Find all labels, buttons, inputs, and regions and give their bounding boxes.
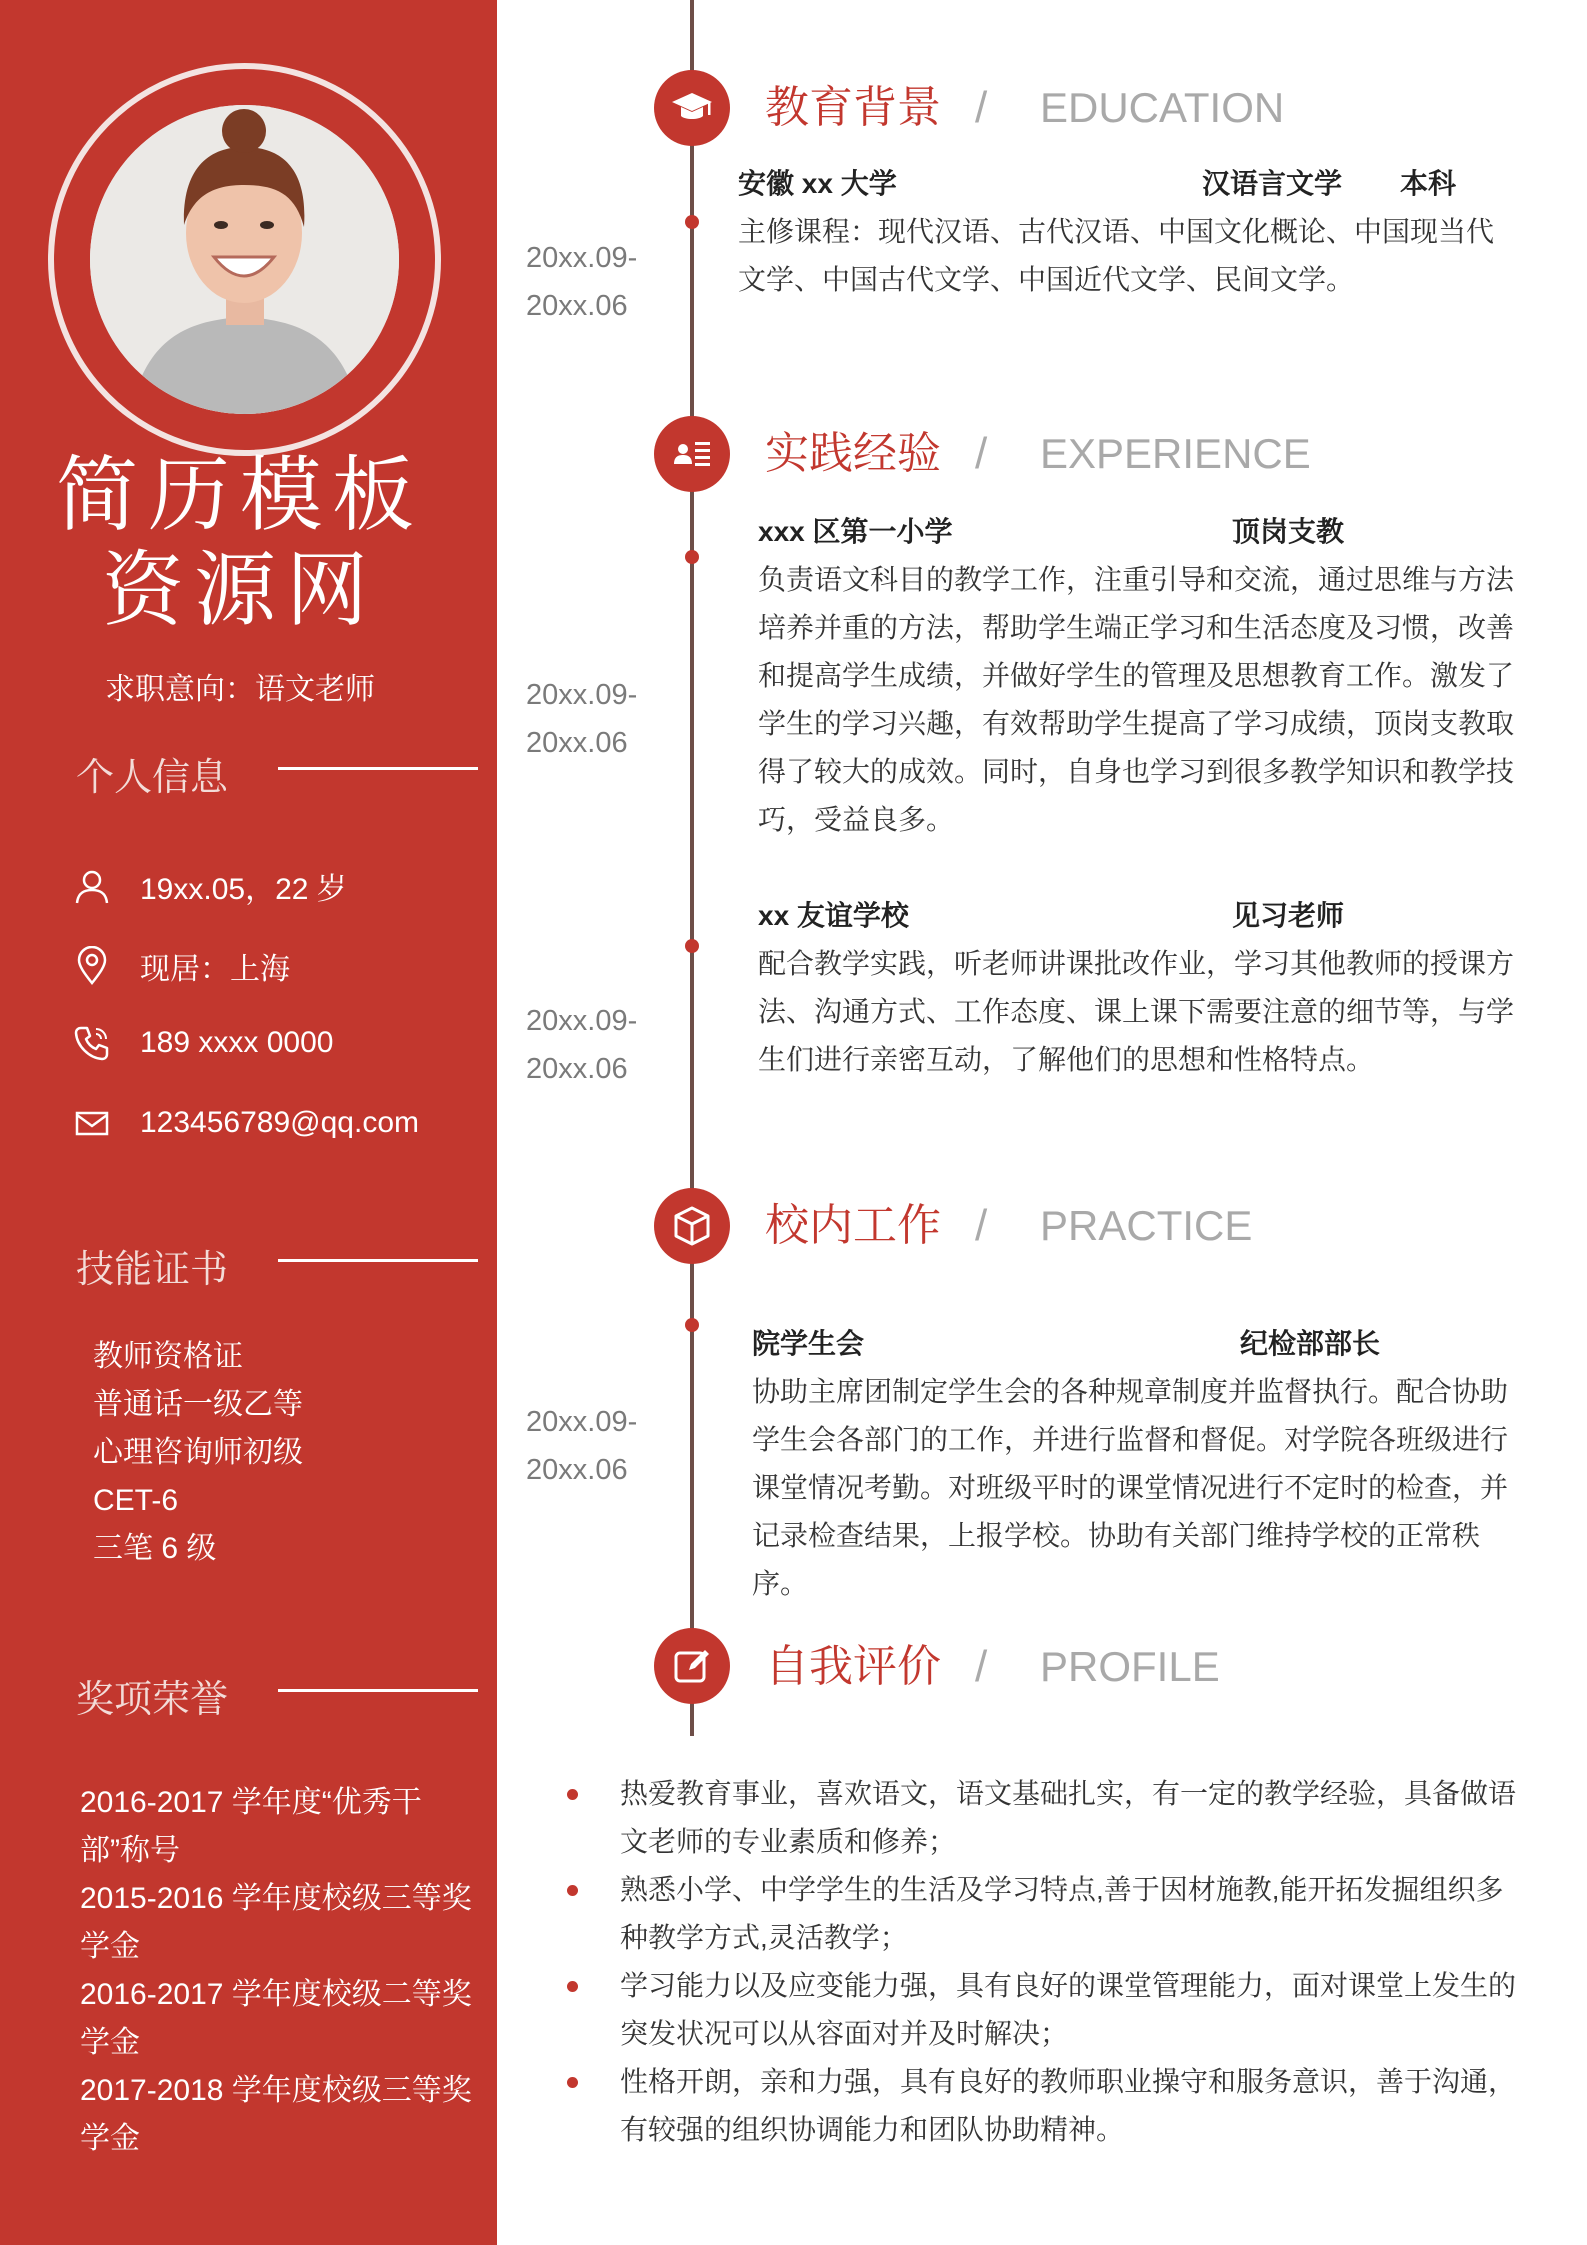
date-start: 20xx.09- [526,1005,638,1037]
info-phone-text: 189 xxxx 0000 [140,1026,334,1059]
experience-slash: / [975,429,988,478]
skills-heading: 技能证书 [76,1249,229,1291]
experience-role: 顶岗支教 [1232,516,1345,547]
education-degree: 本科 [1400,168,1457,199]
job-intent: 求职意向：语文老师 [105,673,375,706]
list-item: 普通话一级乙等 [93,1388,303,1421]
experience-date [526,997,637,1093]
list-item: 2015-2016 学年度校级三等奖学金 [80,1882,472,1963]
list-item: 热爱教育事业，喜欢语文，语文基础扎实，有一定的教学经验，具备做语文老师的专业素质和修养； [560,1770,1525,1866]
cube-icon [669,1203,715,1249]
list-item: 性格开朗，亲和力强，具有良好的教师职业操守和服务意识，善于沟通，有较强的组织协调能力和团队协助精神。 [560,2058,1525,2154]
education-date [526,234,637,330]
info-age-text: 19xx.05，22 岁 [140,873,347,906]
experience-desc: 配合教学实践，听老师讲课批改作业，学习其他教师的授课方法、沟通方式、工作态度、课上课下需要注意的细节等，与学生们进行亲密互动，了解他们的思想和性格特点。 [758,948,1515,1075]
practice-role: 纪检部部长 [1240,1328,1381,1359]
avatar-photo [90,105,399,414]
list-item: 2016-2017 学年度校级二等奖学金 [80,1978,472,2059]
date-end: 20xx.06 [526,290,628,322]
phone-icon [72,1023,112,1063]
date-end: 20xx.06 [526,1454,628,1486]
practice-title-en: PRACTICE [1040,1202,1253,1249]
profile-node [654,1628,730,1704]
awards-list [80,1779,480,2163]
experience-desc: 负责语文科目的教学工作，注重引导和交流，通过思维与方法培养并重的方法，帮助学生端正学习和生活态度及习惯，改善和提高学生成绩，并做好学生的管理及思想教育工作。激发了学生的学习兴趣，有效帮助学生提高了学习成绩，顶岗支教取得了较大的成效。同时，自身也学习到很多教学知识和教学技巧，受益良多。 [758,564,1515,835]
education-slash: / [975,83,988,132]
list-item: 教师资格证 [93,1340,243,1373]
name-line-2: 资源网 [101,545,378,636]
timeline-dot [685,939,699,953]
experience-node [654,416,730,492]
sidebar [0,0,497,2245]
profile-slash: / [975,1642,988,1691]
experience-date [526,671,637,767]
mail-icon [72,1103,112,1143]
practice-slash: / [975,1201,988,1250]
list-item: 三笔 6 级 [93,1532,217,1565]
education-major: 汉语言文学 [1202,168,1343,199]
experience-title: 实践经验 [765,429,941,478]
info-location-text: 现居：上海 [140,953,290,986]
date-end: 20xx.06 [526,1053,628,1085]
graduation-cap-icon [669,85,715,131]
list-item: 熟悉小学、中学学生的生活及学习特点,善于因材施教,能开拓发掘组织多种教学方式,灵活教学； [560,1866,1525,1962]
avatar [90,105,399,414]
experience-org: xxx 区第一小学 [758,516,953,547]
person-icon [72,866,112,906]
education-node [654,70,730,146]
location-pin-icon [72,946,112,986]
profile-list [560,1770,1525,2154]
practice-node [654,1188,730,1264]
list-item: 学习能力以及应变能力强，具有良好的课堂管理能力，面对课堂上发生的突发状况可以从容面对并及时解决； [560,1962,1525,2058]
skills-divider [278,1259,478,1262]
practice-title: 校内工作 [765,1201,941,1250]
education-title: 教育背景 [765,83,941,132]
date-end: 20xx.06 [526,727,628,759]
awards-divider [278,1689,478,1692]
profile-title-en: PROFILE [1040,1643,1220,1690]
practice-desc: 协助主席团制定学生会的各种规章制度并监督执行。配合协助学生会各部门的工作，并进行监督和督促。对学院各班级进行课堂情况考勤。对班级平时的课堂情况进行不定时的检查，并记录检查结果，上报学校。协助有关部门维持学校的正常秩序。 [752,1376,1509,1599]
date-start: 20xx.09- [526,242,638,274]
experience-title-en: EXPERIENCE [1040,430,1311,477]
info-email-text: 123456789@qq.com [140,1106,419,1139]
timeline-line [690,0,694,1736]
timeline-dot [685,1318,699,1332]
info-row-phone [72,1023,333,1063]
edit-icon [669,1643,715,1689]
list-item: CET-6 [93,1484,179,1517]
practice-date [526,1398,637,1494]
timeline-dot [685,215,699,229]
practice-org: 院学生会 [752,1328,865,1359]
resume-card-icon [669,431,715,477]
list-item: 2016-2017 学年度“优秀干部”称号 [80,1786,422,1867]
list-item: 心理咨询师初级 [93,1436,303,1469]
education-courses: 主修课程：现代汉语、古代汉语、中国文化概论、中国现当代文学、中国古代文学、中国近代文学、民间文学。 [738,216,1495,295]
personal-info-divider [278,767,478,770]
name-line-1: 简历模板 [55,450,424,541]
skills-list [93,1333,303,1573]
experience-role: 见习老师 [1232,900,1345,931]
education-title-en: EDUCATION [1040,84,1285,131]
list-item: 2017-2018 学年度校级三等奖学金 [80,2074,472,2155]
timeline-dot [685,550,699,564]
education-school: 安徽 xx 大学 [738,168,897,199]
date-start: 20xx.09- [526,1406,638,1438]
personal-info-heading: 个人信息 [76,757,229,799]
info-row-email [72,1103,419,1143]
info-row-age [72,866,347,906]
awards-heading: 奖项荣誉 [76,1679,229,1721]
info-row-location [72,946,290,986]
experience-org: xx 友谊学校 [758,900,909,931]
date-start: 20xx.09- [526,679,638,711]
profile-title: 自我评价 [765,1642,941,1691]
